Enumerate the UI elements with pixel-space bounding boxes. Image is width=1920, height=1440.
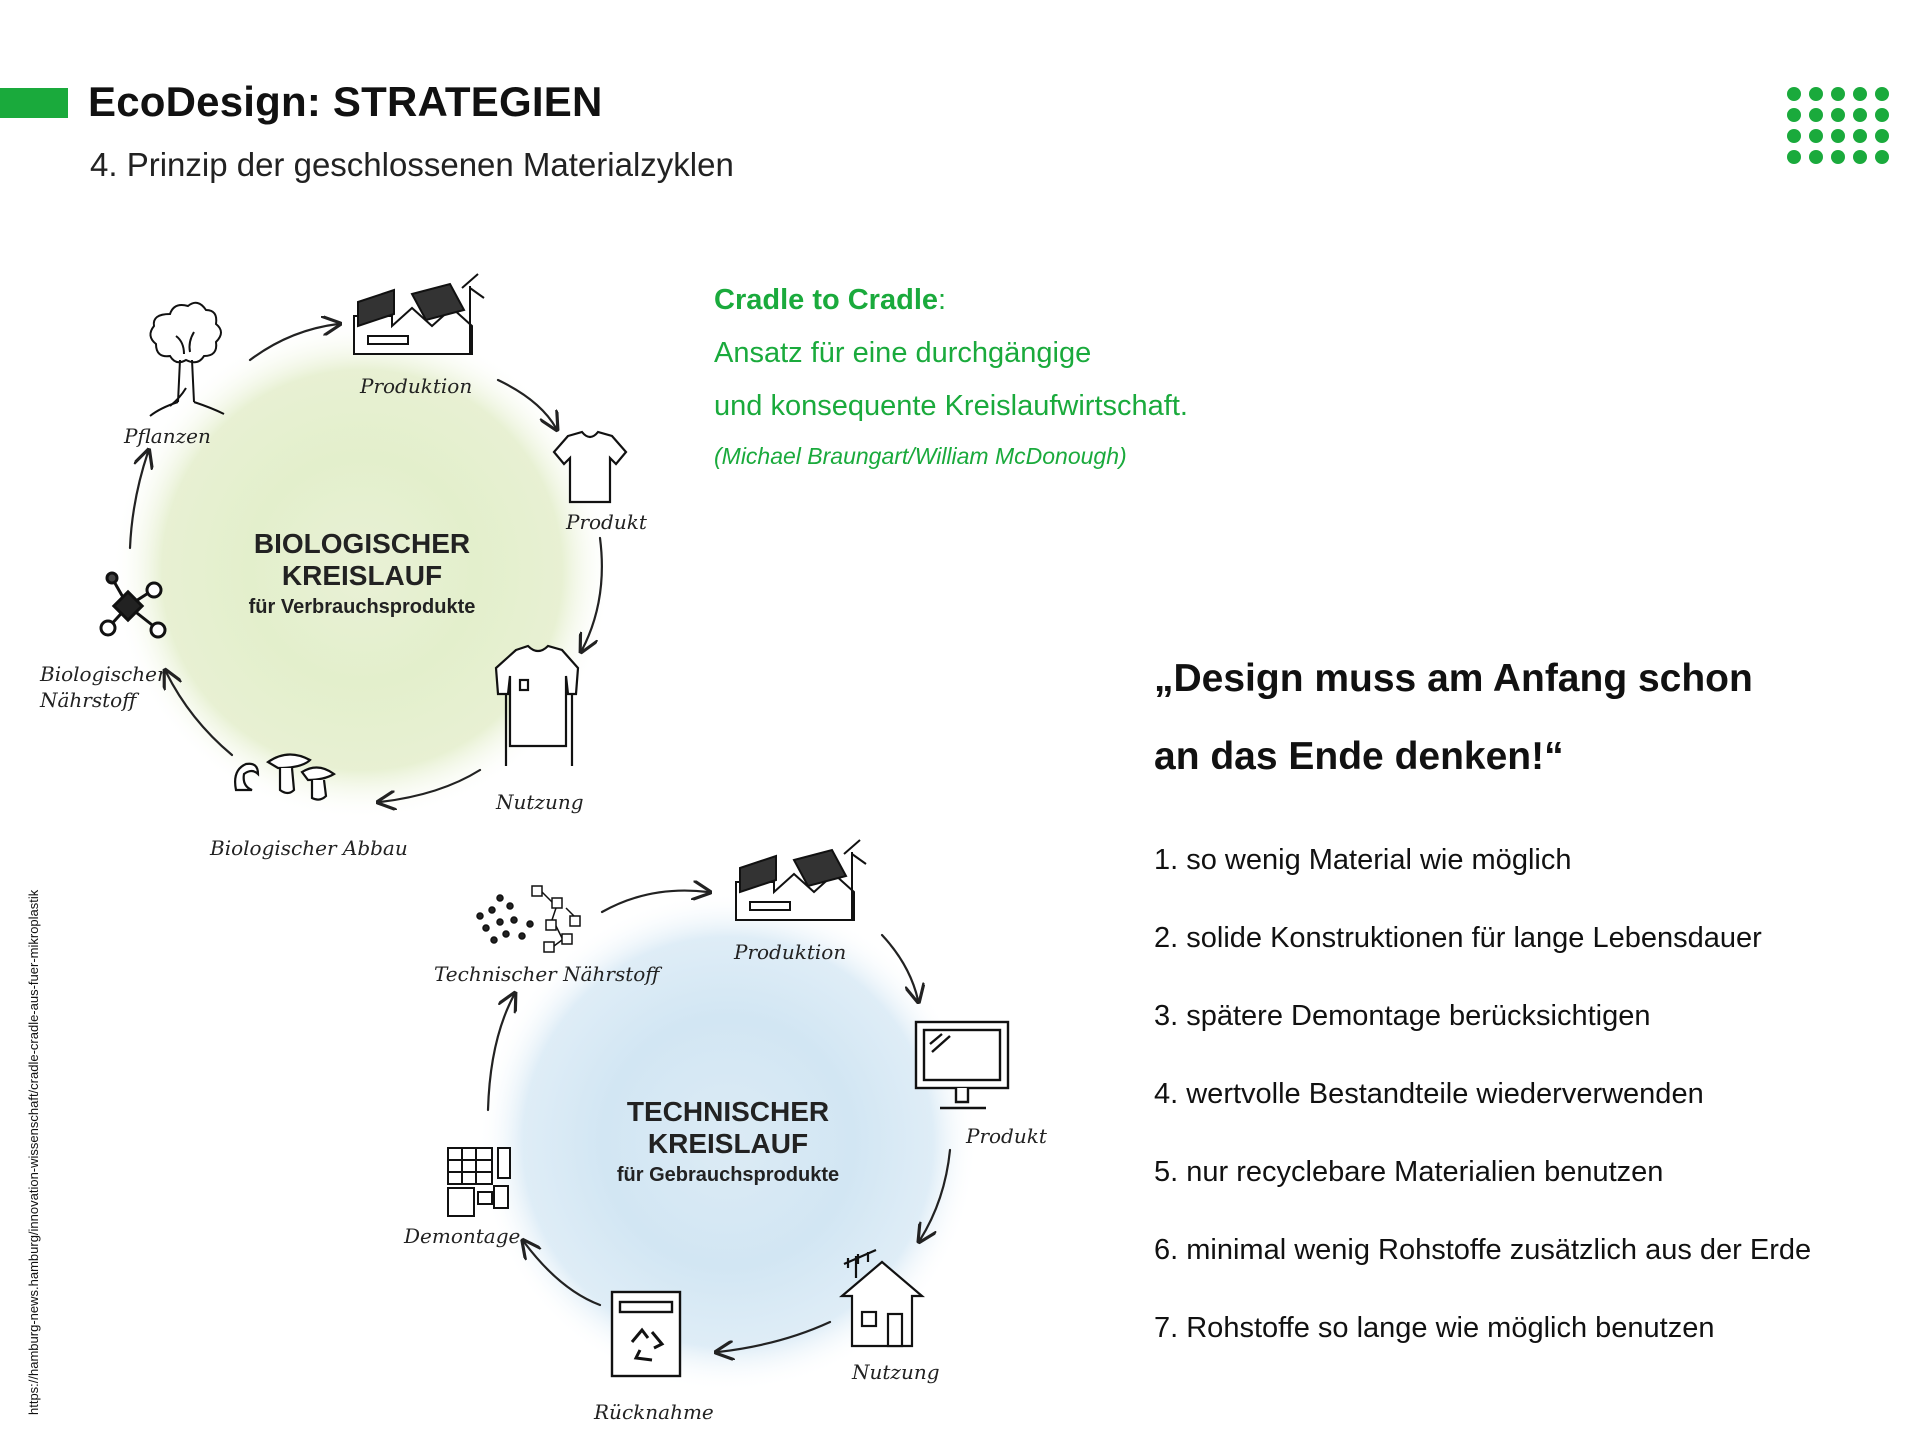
tech-label-naehrstoff: Technischer Nährstoff	[434, 962, 660, 986]
principle-item: 6. minimal wenig Rohstoffe zusätzlich aus der Erde	[1154, 1234, 1812, 1266]
c2c-citation: (Michael Braungart/William McDonough)	[714, 443, 1127, 469]
quote-line-1: „Design muss am Anfang schon	[1154, 657, 1753, 700]
tech-cycle-subtitle: für Gebrauchsprodukte	[616, 1164, 840, 1186]
bio-label-abbau: Biologischer Abbau	[210, 836, 408, 860]
tech-label-produktion: Produktion	[734, 940, 847, 964]
bio-title-line-2: KREISLAUF	[281, 560, 443, 591]
page-title: EcoDesign: STRATEGIEN	[88, 78, 603, 125]
tech-title-line-2: KREISLAUF	[647, 1128, 809, 1159]
c2c-line-2: und konsequente Kreislaufwirtschaft.	[714, 390, 1188, 422]
c2c-heading-text: Cradle to Cradle	[714, 284, 938, 316]
tech-cycle-title	[598, 1096, 858, 1187]
quote-line-2: an das Ende denken!“	[1154, 735, 1564, 778]
tech-label-ruecknahme: Rücknahme	[594, 1400, 714, 1424]
bio-label-naehrstoff-2: Nährstoff	[40, 688, 137, 712]
factory-icon	[354, 274, 484, 354]
principle-item: 4. wertvolle Bestandteile wiederverwenden	[1154, 1078, 1704, 1110]
particles-icon	[477, 886, 580, 952]
principle-item: 7. Rohstoffe so lange wie möglich benutzen	[1154, 1312, 1715, 1344]
factory-icon	[736, 840, 866, 920]
recycle-bin-icon	[612, 1292, 680, 1376]
c2c-line-1: Ansatz für eine durchgängige	[714, 337, 1092, 369]
bio-label-naehrstoff-1: Biologischer	[40, 662, 167, 686]
principle-item: 3. spätere Demontage berücksichtigen	[1154, 1000, 1651, 1032]
bio-label-produkt: Produkt	[566, 510, 647, 534]
source-url: https://hamburg-news.hamburg/innovation-wissenschaft/cradle-cradle-aus-fuer-mikroplastik	[26, 889, 41, 1415]
page-subtitle: 4. Prinzip der geschlossenen Materialzyklen	[90, 146, 734, 183]
principle-item: 2. solide Konstruktionen für lange Lebensdauer	[1154, 922, 1762, 954]
principle-item: 1. so wenig Material wie möglich	[1154, 844, 1572, 876]
c2c-heading-colon: :	[938, 284, 947, 316]
bio-cycle-title	[232, 528, 492, 619]
bio-label-nutzung: Nutzung	[496, 790, 584, 814]
tech-label-nutzung: Nutzung	[852, 1360, 940, 1384]
principle-item: 5. nur recyclebare Materialien benutzen	[1154, 1156, 1664, 1188]
bio-label-produktion: Produktion	[360, 374, 473, 398]
tech-title-line-1: TECHNISCHER	[626, 1096, 830, 1127]
bio-label-pflanzen: Pflanzen	[124, 424, 211, 448]
tech-label-demontage: Demontage	[404, 1224, 521, 1248]
bio-cycle-subtitle: für Verbrauchsprodukte	[248, 596, 476, 618]
bio-title-line-1: BIOLOGISCHER	[253, 528, 471, 559]
tech-label-produkt: Produkt	[966, 1124, 1047, 1148]
